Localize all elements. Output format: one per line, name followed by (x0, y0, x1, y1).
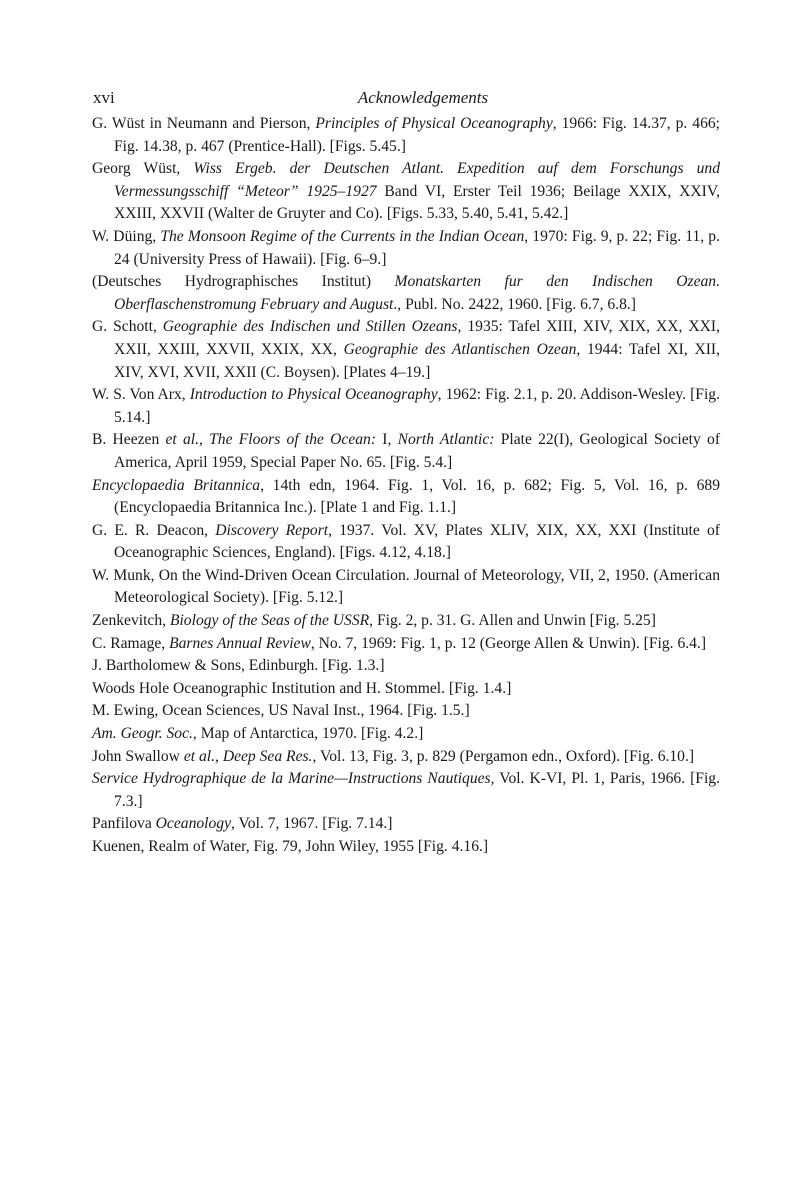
entry-text: G. Wüst in Neumann and Pierson, (92, 115, 316, 132)
entry-title: Introduction to Physical Oceanography (189, 386, 438, 404)
entry-text: W. S. Von Arx, (92, 386, 190, 404)
entry-title: Monatskarten fur den Indischen Ozean. Oberflaschenstromung February and August (114, 273, 720, 313)
entry-title: et al. (165, 431, 199, 449)
entry-title: Geographie des Indischen und Stillen Ozeans (162, 318, 458, 336)
entry-text: , (215, 747, 223, 765)
acknowledgement-entry (92, 610, 720, 633)
acknowledgement-entry (92, 271, 720, 316)
entry-title: North Atlantic: (397, 431, 495, 449)
acknowledgement-entry (92, 226, 720, 271)
entry-title: Oceanology (155, 815, 232, 833)
entry-title: The Monsoon Regime of the Currents in the Indian Ocean (160, 227, 525, 245)
acknowledgement-entry (92, 520, 720, 565)
acknowledgement-entry (92, 633, 720, 656)
entry-text: , No. 7, 1969: Fig. 1, p. 12 (George Allen & Unwin). [Fig. 6.4.] (310, 634, 707, 652)
entry-text: I, (376, 431, 398, 449)
entry-text: Panfilova (92, 815, 156, 833)
entry-text: , Vol. K-VI, Pl. 1, Paris, 1966. [Fig. 7.3.] (114, 770, 720, 810)
entry-text: W. Munk, On the Wind-Driven Ocean Circulation. Journal of Meteorology, VII, 2, 1950. (American Meteorological Society). [Fig. 5.12.] (92, 566, 720, 607)
acknowledgement-entry (92, 678, 720, 701)
entry-title: The Floors of the Ocean: (209, 431, 377, 449)
entry-text: , 1966: Fig. 14.37, p. 466; Fig. 14.38, p. 467 (Prentice-Hall). [Figs. 5.45.] (114, 115, 720, 155)
entry-text: , Map of Antarctica, 1970. [Fig. 4.2.] (192, 725, 424, 743)
page-header (93, 86, 713, 110)
entry-text: Plate 22(I), Geological Society of America, April 1959, Special Paper No. 65. [Fig. 5.4.] (114, 431, 721, 471)
acknowledgement-entry (92, 655, 720, 678)
entry-text: Band VI, Erster Teil 1936; Beilage XXIX, XXIV, XXIII, XXVII (Walter de Gruyter and Co). [Figs. 5.33, 5.40, 5.41, 5.42.] (114, 182, 720, 223)
acknowledgement-entry (92, 158, 720, 226)
entry-text: , Vol. 13, Fig. 3, p. 829 (Pergamon edn., Oxford). [Fig. 6.10.] (312, 747, 695, 765)
entry-title: Biology of the Seas of the USSR (169, 612, 370, 630)
entry-text: , 1970: Fig. 9, p. 22; Fig. 11, p. 24 (University Press of Hawaii). [Fig. 6–9.] (114, 227, 720, 268)
entry-text: Woods Hole Oceanographic Institution and H. Stommel. [Fig. 1.4.] (92, 679, 512, 697)
entry-title: Encyclopaedia Britannica (92, 476, 261, 494)
acknowledgement-entry (92, 768, 720, 813)
entry-text: J. Bartholomew & Sons, Edinburgh. [Fig. 1.3.] (92, 657, 385, 675)
entry-text: B. Heezen (92, 431, 166, 449)
entry-text: W. Düing, (92, 227, 161, 245)
entry-title: et al. (183, 747, 216, 765)
acknowledgement-entry (92, 813, 720, 836)
entry-text: ., Publ. No. 2422, 1960. [Fig. 6.7, 6.8.] (393, 295, 636, 313)
entry-text: , 1935: Tafel XIII, XIV, XIX, XX, XXI, XXII, XXIII, XXVII, XXIX, XX, (114, 318, 720, 358)
acknowledgements-list (92, 113, 720, 859)
entry-text: Georg Wüst, (92, 160, 194, 178)
entry-title: Wiss Ergeb. der Deutschen Atlant. Expedition auf dem Forschungs und Vermessungsschiff “Meteor” 1925–1927 (114, 160, 720, 200)
entry-text: G. Schott, (92, 318, 163, 336)
acknowledgement-entry (92, 429, 720, 474)
entry-text: , 1944: Tafel XI, XII, XIV, XVI, XVII, XXII (C. Boysen). [Plates 4–19.] (114, 340, 720, 381)
acknowledgement-entry (92, 384, 720, 429)
entry-text: , 1962: Fig. 2.1, p. 20. Addison-Wesley. [Fig. 5.14.] (114, 386, 720, 426)
entry-title: Deep Sea Res. (222, 747, 313, 765)
entry-text: C. Ramage, (92, 634, 170, 652)
entry-text: M. Ewing, Ocean Sciences, US Naval Inst., 1964. [Fig. 1.5.] (92, 702, 470, 720)
entry-text: , Fig. 2, p. 31. G. Allen and Unwin [Fig. 5.25] (369, 612, 656, 630)
entry-text: , Vol. 7, 1967. [Fig. 7.14.] (231, 815, 393, 833)
acknowledgement-entry (92, 565, 720, 610)
entry-title: Service Hydrographique de la Marine—Instructions Nautiques (92, 770, 491, 788)
acknowledgement-entry (92, 316, 720, 384)
acknowledgement-entry (92, 700, 720, 723)
entry-text: Kuenen, Realm of Water, Fig. 79, John Wiley, 1955 [Fig. 4.16.] (92, 838, 489, 855)
acknowledgement-entry (92, 475, 720, 520)
entry-text: , (199, 431, 210, 449)
acknowledgement-entry (92, 723, 720, 746)
entry-title: Geographie des Atlantischen Ozean (343, 340, 577, 358)
entry-text: Zenkevitch, (92, 612, 170, 630)
entry-title: Discovery Report (215, 521, 329, 539)
entry-title: Barnes Annual Review (169, 634, 311, 652)
page-number: xvi (93, 88, 115, 107)
acknowledgement-entry (92, 836, 720, 859)
entry-text: (Deutsches Hydrographisches Institut) (92, 273, 395, 291)
entry-text: , 1937. Vol. XV, Plates XLIV, XIX, XX, XXI (Institute of Oceanographic Sciences, England). [Figs. 4.12, 4.18.] (114, 521, 720, 562)
acknowledgement-entry (92, 746, 720, 769)
entry-text: G. E. R. Deacon, (92, 521, 216, 539)
entry-text: , 14th edn, 1964. Fig. 1, Vol. 16, p. 682; Fig. 5, Vol. 16, p. 689 (Encyclopaedia Britannica Inc.). [Plate 1 and Fig. 1.1.] (114, 476, 720, 517)
entry-text: John Swallow (92, 747, 184, 765)
entry-title: Am. Geogr. Soc. (92, 725, 193, 743)
page-title: Acknowledgements (357, 88, 489, 107)
entry-title: Principles of Physical Oceanography (315, 115, 553, 132)
acknowledgement-entry (92, 113, 720, 158)
